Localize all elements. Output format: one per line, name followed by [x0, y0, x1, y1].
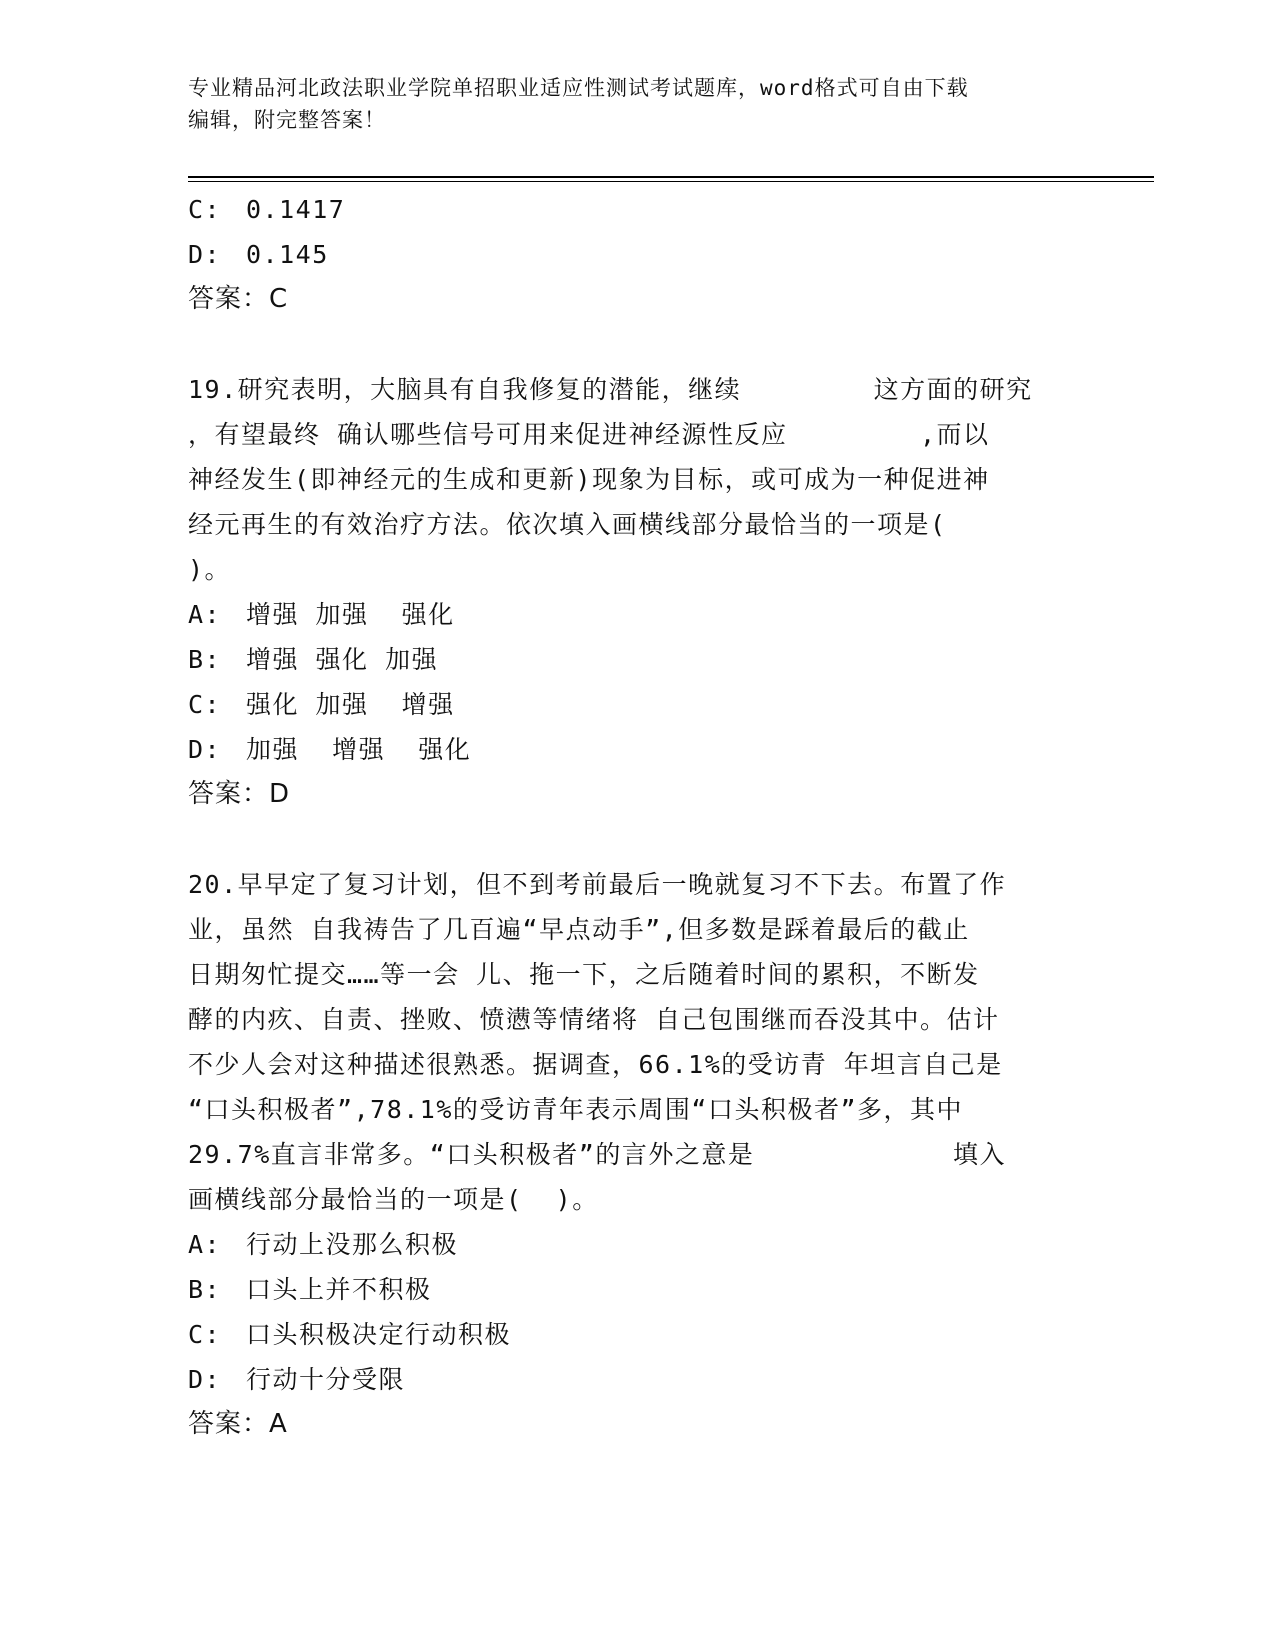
question-text-line: “口头积极者”,78.1%的受访青年表示周围“口头积极者”多，其中 — [188, 1095, 964, 1124]
question-text-line: 业，虽然 自我祷告了几百遍“早点动手”,但多数是踩着最后的截止 — [188, 915, 970, 944]
answer-label: 答案： — [188, 1409, 270, 1439]
answer-value: D — [269, 779, 291, 809]
option-letter: D: — [188, 240, 222, 269]
spacer — [188, 322, 1088, 367]
question-text-line: 不少人会对这种描述很熟悉。据调查，66.1%的受访青 年坦言自己是 — [188, 1050, 1003, 1079]
header-line-2: 编辑，附完整答案！ — [188, 108, 386, 132]
option-d — [188, 727, 1088, 772]
document-body — [188, 187, 1088, 1447]
option-text: 加强 增强 强化 — [246, 735, 472, 764]
question-text-line: ，有望最终 确认哪些信号可用来促进神经源性反应 ,而以 — [188, 420, 990, 449]
option-text: 增强 强化 加强 — [246, 645, 439, 674]
option-text: 强化 加强 增强 — [246, 690, 455, 719]
page-header — [188, 72, 1068, 136]
header-divider — [188, 176, 1154, 182]
answer-line — [188, 277, 1088, 322]
answer-label: 答案： — [188, 284, 270, 314]
option-c — [188, 187, 1088, 232]
option-text: 口头积极决定行动积极 — [246, 1320, 512, 1349]
option-letter: C: — [188, 195, 222, 224]
option-letter: B: — [188, 1275, 222, 1304]
question-text-line: 19.研究表明，大脑具有自我修复的潜能，继续 这方面的研究 — [188, 375, 1033, 404]
answer-value: A — [269, 1409, 288, 1439]
answer-line — [188, 1402, 1088, 1447]
option-d — [188, 232, 1088, 277]
option-letter: C: — [188, 690, 222, 719]
question-text-line: 20.早早定了复习计划，但不到考前最后一晚就复习不下去。布置了作 — [188, 870, 1007, 899]
option-b — [188, 637, 1088, 682]
option-text: 行动十分受限 — [246, 1365, 406, 1394]
option-a — [188, 592, 1088, 637]
option-letter: A: — [188, 600, 222, 629]
spacer — [188, 817, 1088, 862]
question-text-line: 经元再生的有效治疗方法。依次填入画横线部分最恰当的一项是( — [188, 510, 947, 539]
option-c — [188, 1312, 1088, 1357]
option-a — [188, 1222, 1088, 1267]
header-line-1: 专业精品河北政法职业学院单招职业适应性测试考试题库，word格式可自由下载 — [188, 76, 969, 100]
question-text-line: 画横线部分最恰当的一项是( )。 — [188, 1185, 599, 1214]
option-d — [188, 1357, 1088, 1402]
option-text: 0.1417 — [246, 195, 346, 224]
option-text: 0.145 — [246, 240, 329, 269]
answer-value: C — [269, 284, 289, 314]
question-19 — [188, 367, 1088, 817]
question-20 — [188, 862, 1088, 1447]
option-text: 行动上没那么积极 — [246, 1230, 459, 1259]
option-letter: D: — [188, 1365, 222, 1394]
answer-label: 答案： — [188, 779, 270, 809]
option-letter: C: — [188, 1320, 222, 1349]
prev-question — [188, 187, 1088, 322]
answer-line — [188, 772, 1088, 817]
question-text-line: )。 — [188, 555, 232, 584]
question-text-line: 神经发生(即神经元的生成和更新)现象为目标，或可成为一种促进神 — [188, 465, 990, 494]
question-text-line: 酵的内疚、自责、挫败、愤懑等情绪将 自己包围继而吞没其中。估计 — [188, 1005, 1000, 1034]
question-text-line: 日期匆忙提交……等一会 儿、拖一下，之后随着时间的累积，不断发 — [188, 960, 980, 989]
option-letter: A: — [188, 1230, 222, 1259]
option-letter: B: — [188, 645, 222, 674]
option-b — [188, 1267, 1088, 1312]
option-letter: D: — [188, 735, 222, 764]
question-text-line: 29.7%直言非常多。“口头积极者”的言外之意是 填入 — [188, 1140, 1006, 1169]
option-c — [188, 682, 1088, 727]
option-text: 增强 加强 强化 — [246, 600, 455, 629]
option-text: 口头上并不积极 — [246, 1275, 432, 1304]
